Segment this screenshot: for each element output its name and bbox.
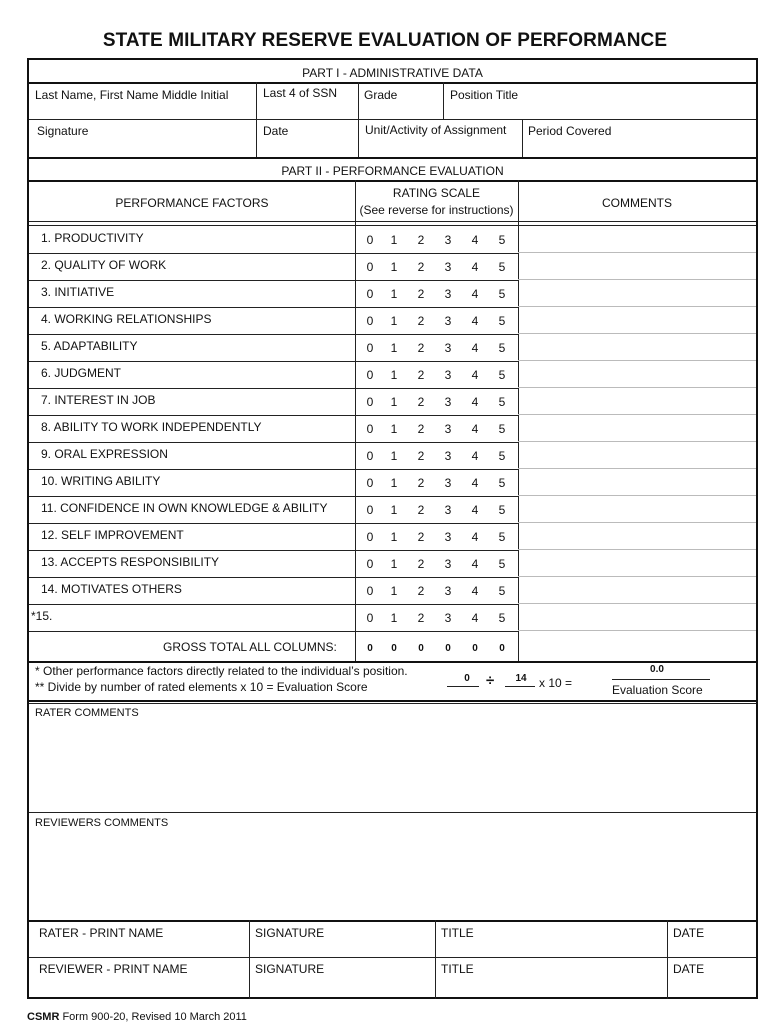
performance-factor-label: 1. PRODUCTIVITY — [41, 231, 144, 245]
comment-field[interactable] — [518, 495, 756, 496]
rater-signature-label[interactable]: SIGNATURE — [255, 926, 325, 940]
form-title: STATE MILITARY RESERVE EVALUATION OF PERFORMANCE — [102, 30, 668, 51]
rating-option[interactable]: 3 — [444, 260, 452, 274]
rating-option[interactable]: 4 — [471, 233, 479, 247]
rating-option[interactable]: 4 — [471, 584, 479, 598]
performance-factor-label: 13. ACCEPTS RESPONSIBILITY — [41, 555, 220, 569]
performance-factor-label: 2. QUALITY OF WORK — [41, 258, 167, 272]
rating-option[interactable]: 1 — [390, 449, 398, 463]
rating-option[interactable]: 5 — [498, 260, 506, 274]
date-field-label[interactable]: Date — [263, 124, 289, 138]
rating-option[interactable]: 3 — [444, 611, 452, 625]
performance-factor-label: 12. SELF IMPROVEMENT — [41, 528, 184, 542]
comment-field[interactable] — [518, 603, 756, 604]
rating-option[interactable]: 3 — [444, 395, 452, 409]
performance-factor-label: 7. INTEREST IN JOB — [41, 393, 156, 407]
rating-option[interactable]: 3 — [444, 422, 452, 436]
period-field-label[interactable]: Period Covered — [528, 124, 612, 138]
rating-option[interactable]: 1 — [390, 287, 398, 301]
gross-total-value: 0 — [391, 643, 397, 654]
performance-factor-label: *15. — [31, 609, 53, 623]
rating-option[interactable]: 1 — [390, 314, 398, 328]
rating-option[interactable]: 0 — [366, 233, 374, 247]
form-revision: Form 900-20, Revised 10 March 2011 — [62, 1011, 247, 1023]
rating-option[interactable]: 5 — [498, 503, 506, 517]
rating-option[interactable]: 3 — [444, 503, 452, 517]
rating-option[interactable]: 2 — [417, 530, 425, 544]
rating-option[interactable]: 3 — [444, 557, 452, 571]
rating-option[interactable]: 3 — [444, 314, 452, 328]
rating-option[interactable]: 0 — [366, 341, 374, 355]
rating-option[interactable]: 5 — [498, 449, 506, 463]
rating-option[interactable]: 3 — [444, 233, 452, 247]
rating-scale-header: RATING SCALE — [392, 186, 481, 200]
rating-option[interactable]: 5 — [498, 233, 506, 247]
rating-option[interactable]: 1 — [390, 611, 398, 625]
rating-option[interactable]: 5 — [498, 287, 506, 301]
comment-field[interactable] — [518, 387, 756, 388]
rating-option[interactable]: 1 — [390, 422, 398, 436]
rating-option[interactable]: 0 — [366, 422, 374, 436]
rater-print-name-label[interactable]: RATER - PRINT NAME — [39, 926, 164, 940]
rating-option[interactable]: 1 — [390, 557, 398, 571]
rating-option[interactable]: 0 — [366, 260, 374, 274]
divide-sign: ÷ — [486, 672, 495, 689]
rating-option[interactable]: 3 — [444, 341, 452, 355]
rating-option[interactable]: 0 — [366, 449, 374, 463]
rating-option[interactable]: 1 — [390, 260, 398, 274]
signature-field-label[interactable]: Signature — [37, 124, 89, 138]
rating-option[interactable]: 0 — [366, 476, 374, 490]
footnote-divide: ** Divide by number of rated elements x 10 = Evaluation Score — [35, 680, 368, 694]
comment-field[interactable] — [518, 306, 756, 307]
rating-option[interactable]: 1 — [390, 233, 398, 247]
rating-option[interactable]: 4 — [471, 368, 479, 382]
comment-field[interactable] — [518, 522, 756, 523]
reviewer-comments-label[interactable]: REVIEWERS COMMENTS — [35, 817, 169, 829]
rating-option[interactable]: 5 — [498, 584, 506, 598]
rating-option[interactable]: 2 — [417, 260, 425, 274]
rating-option[interactable]: 5 — [498, 530, 506, 544]
evaluation-form — [27, 58, 758, 999]
reviewer-title-label[interactable]: TITLE — [441, 962, 474, 976]
rating-option[interactable]: 2 — [417, 476, 425, 490]
performance-factor-label: 10. WRITING ABILITY — [41, 474, 161, 488]
performance-factor-label: 9. ORAL EXPRESSION — [41, 447, 168, 461]
performance-factor-label: 5. ADAPTABILITY — [41, 339, 138, 353]
comment-field[interactable] — [518, 414, 756, 415]
performance-factor-label: 6. JUDGMENT — [41, 366, 122, 380]
rating-option[interactable]: 4 — [471, 287, 479, 301]
calc-times-label: x 10 = — [539, 676, 573, 690]
rating-option[interactable]: 3 — [444, 368, 452, 382]
rating-option[interactable]: 1 — [390, 341, 398, 355]
part2-header: PART II - PERFORMANCE EVALUATION — [281, 164, 504, 178]
rating-option[interactable]: 4 — [471, 395, 479, 409]
rating-option[interactable]: 2 — [417, 584, 425, 598]
rating-option[interactable]: 4 — [471, 611, 479, 625]
gross-total-value: 0 — [418, 643, 424, 654]
comment-field[interactable] — [518, 576, 756, 577]
rating-option[interactable]: 4 — [471, 503, 479, 517]
rating-option[interactable]: 5 — [498, 368, 506, 382]
rating-option[interactable]: 0 — [366, 611, 374, 625]
rating-option[interactable]: 5 — [498, 476, 506, 490]
rating-option[interactable]: 2 — [417, 611, 425, 625]
rating-option[interactable]: 0 — [366, 314, 374, 328]
rating-scale-subheader: (See reverse for instructions) — [359, 203, 514, 217]
rating-option[interactable]: 2 — [417, 449, 425, 463]
rating-option[interactable]: 5 — [498, 611, 506, 625]
form-code: CSMR — [27, 1011, 60, 1023]
rating-option[interactable]: 1 — [390, 476, 398, 490]
rating-option[interactable]: 2 — [417, 368, 425, 382]
unit-field-label[interactable]: Unit/Activity of Assignment — [365, 123, 507, 137]
rating-option[interactable]: 4 — [471, 449, 479, 463]
rater-title-label[interactable]: TITLE — [441, 926, 474, 940]
grade-field-label[interactable]: Grade — [364, 88, 398, 102]
performance-factor-label: 11. CONFIDENCE IN OWN KNOWLEDGE & ABILITY — [41, 501, 328, 515]
rating-option[interactable]: 4 — [471, 422, 479, 436]
rating-option[interactable]: 3 — [444, 449, 452, 463]
rating-option[interactable]: 5 — [498, 314, 506, 328]
rating-option[interactable]: 5 — [498, 395, 506, 409]
rating-option[interactable]: 4 — [471, 476, 479, 490]
rating-option[interactable]: 2 — [417, 395, 425, 409]
evaluation-score-value[interactable]: 0.0 — [650, 664, 664, 675]
name-field-label[interactable]: Last Name, First Name Middle Initial — [35, 88, 229, 102]
comment-field[interactable] — [518, 279, 756, 280]
rating-option[interactable]: 1 — [390, 395, 398, 409]
rating-option[interactable]: 2 — [417, 503, 425, 517]
rating-option[interactable]: 2 — [417, 314, 425, 328]
rating-option[interactable]: 1 — [390, 503, 398, 517]
rating-option[interactable]: 0 — [366, 503, 374, 517]
comment-field[interactable] — [518, 441, 756, 442]
gross-total-value: 0 — [472, 643, 478, 654]
rating-option[interactable]: 1 — [390, 530, 398, 544]
position-title-field-label[interactable]: Position Title — [450, 88, 519, 102]
rating-option[interactable]: 0 — [366, 368, 374, 382]
rating-option[interactable]: 2 — [417, 557, 425, 571]
rating-option[interactable]: 4 — [471, 314, 479, 328]
comments-header: COMMENTS — [602, 196, 672, 210]
rating-option[interactable]: 3 — [444, 530, 452, 544]
gross-total-value: 0 — [499, 643, 505, 654]
comment-field[interactable] — [518, 630, 756, 631]
rating-option[interactable]: 3 — [444, 287, 452, 301]
rating-option[interactable]: 4 — [471, 260, 479, 274]
rating-option[interactable]: 4 — [471, 557, 479, 571]
performance-factor-label: 3. INITIATIVE — [41, 285, 115, 299]
rating-option[interactable]: 5 — [498, 422, 506, 436]
rating-option[interactable]: 0 — [366, 557, 374, 571]
rating-option[interactable]: 2 — [417, 287, 425, 301]
gross-total-value: 0 — [367, 643, 373, 654]
comment-field[interactable] — [518, 252, 756, 253]
rating-option[interactable]: 0 — [366, 287, 374, 301]
part1-header: PART I - ADMINISTRATIVE DATA — [302, 66, 483, 80]
reviewer-date-label[interactable]: DATE — [673, 962, 705, 976]
reviewer-signature-label[interactable]: SIGNATURE — [255, 962, 325, 976]
rating-option[interactable]: 0 — [366, 395, 374, 409]
rating-option[interactable]: 0 — [366, 584, 374, 598]
calc-count-value[interactable]: 14 — [515, 673, 527, 684]
rating-option[interactable]: 3 — [444, 584, 452, 598]
form-footer — [27, 1011, 247, 1023]
ssn-field-label[interactable]: Last 4 of SSN — [263, 86, 338, 100]
performance-factor-label: 14. MOTIVATES OTHERS — [41, 582, 182, 596]
rating-option[interactable]: 0 — [366, 530, 374, 544]
footnote-other-factors: * Other performance factors directly related to the individual’s position. — [35, 664, 408, 678]
calc-total-value[interactable]: 0 — [464, 673, 470, 684]
rating-option[interactable]: 2 — [417, 233, 425, 247]
rating-option[interactable]: 2 — [417, 422, 425, 436]
rating-option[interactable]: 4 — [471, 530, 479, 544]
reviewer-print-name-label[interactable]: REVIEWER - PRINT NAME — [39, 962, 188, 976]
rating-option[interactable]: 5 — [498, 341, 506, 355]
rating-option[interactable]: 1 — [390, 368, 398, 382]
gross-total-value: 0 — [445, 643, 451, 654]
comment-field[interactable] — [518, 549, 756, 550]
gross-total-label: GROSS TOTAL ALL COLUMNS: — [163, 640, 337, 654]
rating-option[interactable]: 5 — [498, 557, 506, 571]
comment-field[interactable] — [518, 360, 756, 361]
performance-factor-label: 8. ABILITY TO WORK INDEPENDENTLY — [41, 420, 262, 434]
rating-option[interactable]: 4 — [471, 341, 479, 355]
rater-comments-label[interactable]: RATER COMMENTS — [35, 707, 139, 719]
evaluation-score-label: Evaluation Score — [612, 683, 703, 697]
rating-option[interactable]: 2 — [417, 341, 425, 355]
rating-option[interactable]: 3 — [444, 476, 452, 490]
rating-option[interactable]: 1 — [390, 584, 398, 598]
comment-field[interactable] — [518, 468, 756, 469]
performance-factor-label: 4. WORKING RELATIONSHIPS — [41, 312, 212, 326]
comment-field[interactable] — [518, 333, 756, 334]
performance-factors-header: PERFORMANCE FACTORS — [115, 196, 269, 210]
rater-date-label[interactable]: DATE — [673, 926, 705, 940]
